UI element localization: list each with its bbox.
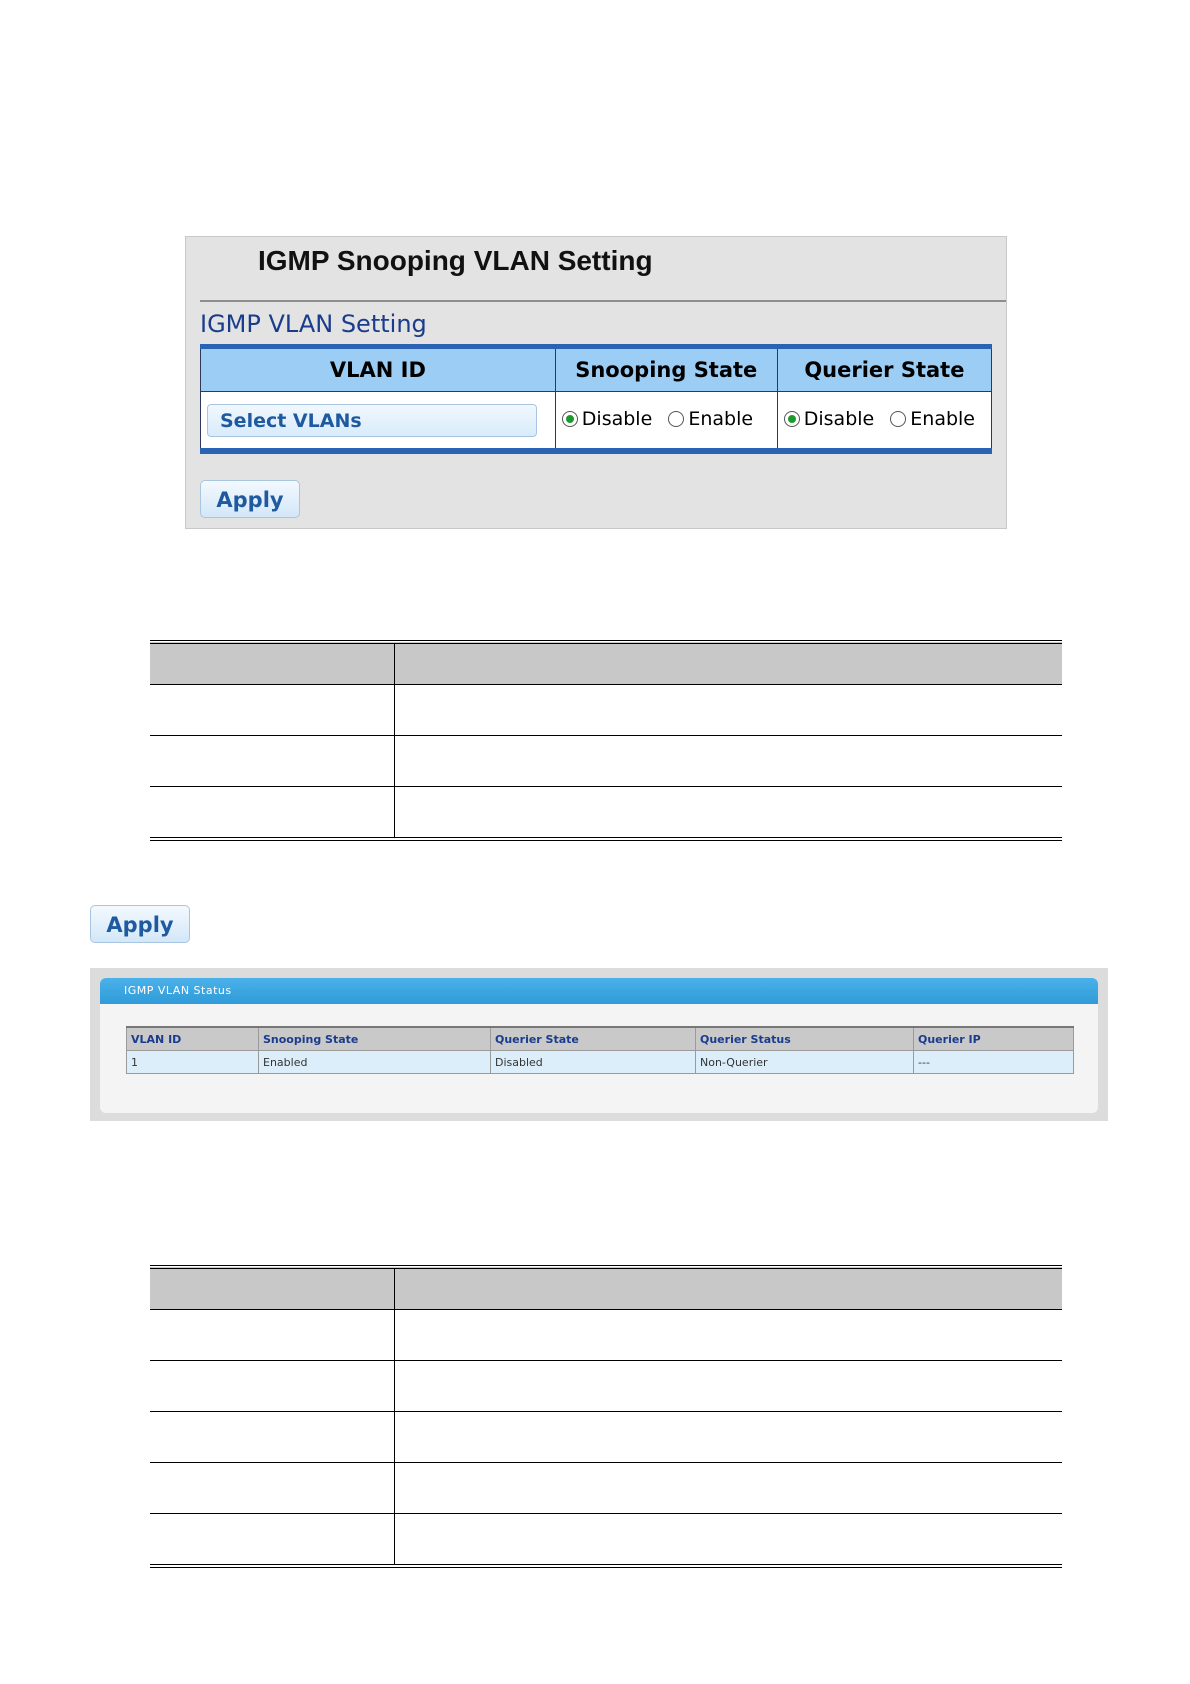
table-row	[150, 1463, 1062, 1514]
cell-querier-status: Non-Querier	[696, 1051, 914, 1074]
table-row	[150, 685, 1062, 736]
select-vlans-button[interactable]: Select VLANs	[207, 404, 537, 437]
table-row	[150, 1514, 1062, 1567]
table-row	[127, 1051, 1074, 1074]
table-cell	[150, 736, 395, 787]
table-cell	[395, 1514, 1063, 1567]
querier-disable-radio[interactable]	[784, 411, 800, 427]
title-divider	[200, 300, 1006, 302]
status-header-querier-state: Querier State	[491, 1027, 696, 1051]
status-header-snooping-state: Snooping State	[259, 1027, 491, 1051]
snooping-state-cell	[555, 392, 777, 452]
apply-button-standalone[interactable]: Apply	[90, 905, 190, 943]
status-header-querier-ip: Querier IP	[914, 1027, 1074, 1051]
table-cell	[395, 1463, 1063, 1514]
igmp-vlan-status-panel	[90, 968, 1108, 1121]
igmp-snooping-vlan-setting-panel	[185, 236, 1007, 529]
snooping-enable-radio[interactable]	[668, 411, 684, 427]
table-cell	[395, 787, 1063, 840]
status-panel-title: IGMP VLAN Status	[100, 978, 1098, 1004]
column-header-querier-state: Querier State	[777, 347, 991, 392]
column-header-snooping-state: Snooping State	[555, 347, 777, 392]
section-title: IGMP VLAN Setting	[200, 310, 427, 338]
table-cell	[150, 1310, 395, 1361]
desc-header-description	[395, 642, 1063, 685]
status-panel-body	[100, 978, 1098, 1113]
querier-disable-option[interactable]	[784, 408, 874, 430]
status-header-querier-status: Querier Status	[696, 1027, 914, 1051]
snooping-enable-option[interactable]	[668, 408, 753, 430]
querier-state-cell	[777, 392, 991, 452]
desc-header-object	[150, 1267, 395, 1310]
table-cell	[150, 787, 395, 840]
vlan-id-cell	[201, 392, 556, 452]
table-cell	[150, 1412, 395, 1463]
table-cell	[150, 1361, 395, 1412]
table-cell	[395, 1310, 1063, 1361]
igmp-vlan-setting-table	[200, 344, 992, 454]
cell-vlan-id: 1	[127, 1051, 259, 1074]
snooping-disable-label: Disable	[581, 408, 653, 430]
column-header-vlan-id: VLAN ID	[201, 347, 556, 392]
snooping-disable-option[interactable]	[562, 408, 652, 430]
snooping-enable-label: Enable	[688, 408, 754, 430]
table-cell	[150, 1463, 395, 1514]
table-row	[150, 736, 1062, 787]
querier-enable-option[interactable]	[890, 408, 975, 430]
cell-querier-state: Disabled	[491, 1051, 696, 1074]
table-row	[150, 1412, 1062, 1463]
object-description-table-2	[150, 1265, 1062, 1568]
table-cell	[150, 1514, 395, 1567]
querier-enable-radio[interactable]	[890, 411, 906, 427]
table-cell	[395, 685, 1063, 736]
panel-title: IGMP Snooping VLAN Setting	[258, 245, 653, 276]
table-row	[150, 1310, 1062, 1361]
cell-snooping-state: Enabled	[259, 1051, 491, 1074]
table-row	[150, 1361, 1062, 1412]
table-cell	[395, 1412, 1063, 1463]
snooping-disable-radio[interactable]	[562, 411, 578, 427]
cell-querier-ip: ---	[914, 1051, 1074, 1074]
table-cell	[150, 685, 395, 736]
status-header-vlan-id: VLAN ID	[127, 1027, 259, 1051]
igmp-vlan-status-table	[126, 1026, 1074, 1074]
querier-enable-label: Enable	[910, 408, 975, 430]
table-cell	[395, 1361, 1063, 1412]
table-cell	[395, 736, 1063, 787]
table-row	[150, 787, 1062, 840]
apply-button[interactable]: Apply	[200, 480, 300, 518]
querier-disable-label: Disable	[803, 408, 875, 430]
desc-header-description	[395, 1267, 1063, 1310]
object-description-table-1	[150, 640, 1062, 841]
desc-header-object	[150, 642, 395, 685]
